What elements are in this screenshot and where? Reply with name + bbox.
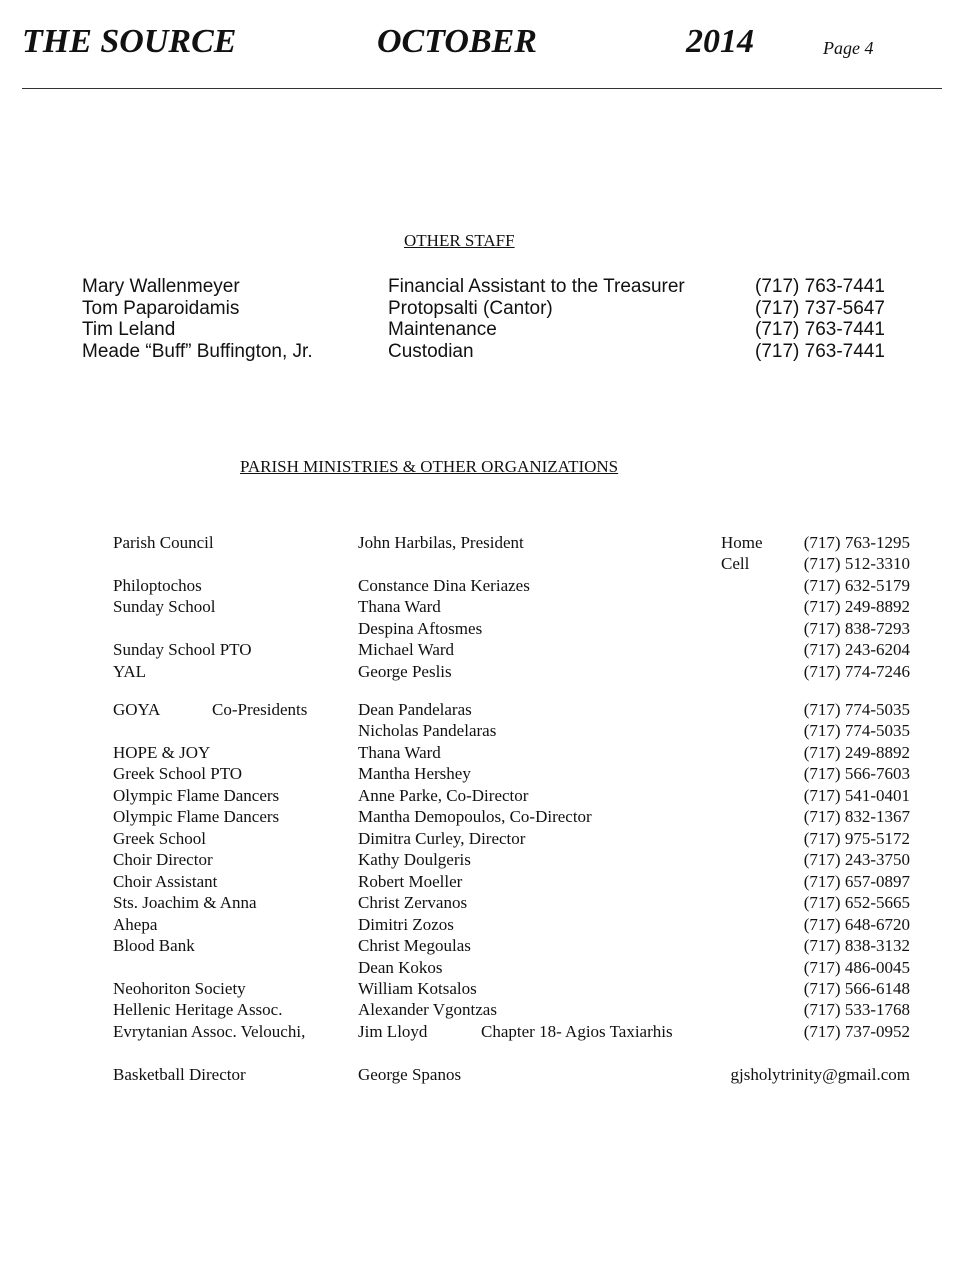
contact-phone: (717) 652-5665 bbox=[803, 893, 910, 912]
organization-row bbox=[0, 661, 960, 683]
contact-name: George Spanos bbox=[358, 1065, 462, 1084]
contact-phone: (717) 541-0401 bbox=[803, 786, 910, 805]
page-header bbox=[22, 18, 942, 66]
organization-row bbox=[0, 742, 960, 764]
organization-name: YAL bbox=[113, 662, 147, 681]
staff-phone: (717) 737-5647 bbox=[755, 298, 885, 319]
contact-name: Dean Pandelaras bbox=[358, 700, 472, 719]
organization-name: Ahepa bbox=[113, 915, 158, 934]
staff-phone: (717) 763-7441 bbox=[755, 341, 885, 362]
organization-name: Parish Council bbox=[113, 533, 214, 552]
contact-name: Dimitra Curley, Director bbox=[358, 829, 526, 848]
contact-phone: (717) 243-6204 bbox=[803, 640, 910, 659]
contact-phone: (717) 249-8892 bbox=[803, 597, 910, 616]
issue-month: OCTOBER bbox=[377, 23, 537, 60]
issue-year: 2014 bbox=[686, 23, 754, 60]
contact-name: Christ Megoulas bbox=[358, 936, 471, 955]
organization-name: Evrytanian Assoc. Velouchi, bbox=[113, 1022, 306, 1041]
phone-type: Home bbox=[721, 533, 763, 552]
organization-name: Choir Assistant bbox=[113, 872, 218, 891]
staff-name: Mary Wallenmeyer bbox=[82, 276, 240, 297]
ministries-heading: PARISH MINISTRIES & OTHER ORGANIZATIONS bbox=[240, 457, 619, 476]
contact-name: Thana Ward bbox=[358, 743, 441, 762]
contact-phone: (717) 566-7603 bbox=[803, 764, 910, 783]
staff-row bbox=[0, 276, 960, 298]
header-divider bbox=[22, 88, 942, 89]
contact-phone: (717) 737-0952 bbox=[803, 1022, 910, 1041]
organization-row bbox=[0, 763, 960, 785]
organization-row bbox=[0, 935, 960, 957]
contact-name: Kathy Doulgeris bbox=[358, 850, 471, 869]
other-staff-heading: OTHER STAFF bbox=[404, 231, 515, 250]
contact-phone: (717) 838-3132 bbox=[803, 936, 910, 955]
organization-name: Philoptochos bbox=[113, 576, 202, 595]
phone-type: Cell bbox=[721, 554, 750, 573]
organization-row bbox=[0, 553, 960, 575]
organization-row bbox=[0, 785, 960, 807]
staff-row bbox=[0, 298, 960, 320]
contact-phone: (717) 774-7246 bbox=[803, 662, 910, 681]
organization-row bbox=[0, 828, 960, 850]
contact-name: Nicholas Pandelaras bbox=[358, 721, 497, 740]
organization-row bbox=[0, 1064, 960, 1086]
organization-name: Sunday School PTO bbox=[113, 640, 252, 659]
contact-name: Dimitri Zozos bbox=[358, 915, 454, 934]
contact-phone: (717) 243-3750 bbox=[803, 850, 910, 869]
contact-name: William Kotsalos bbox=[358, 979, 477, 998]
organization-name: Olympic Flame Dancers bbox=[113, 807, 280, 826]
contact-name: Thana Ward bbox=[358, 597, 441, 616]
organization-row bbox=[0, 1021, 960, 1043]
staff-title: Custodian bbox=[388, 341, 474, 362]
page-number: Page 4 bbox=[823, 38, 874, 58]
organization-row bbox=[0, 978, 960, 1000]
contact-name: George Peslis bbox=[358, 662, 452, 681]
contact-phone: (717) 975-5172 bbox=[803, 829, 910, 848]
contact-name: Robert Moeller bbox=[358, 872, 463, 891]
contact-role: Co-Presidents bbox=[212, 700, 308, 719]
contact-phone: (717) 832-1367 bbox=[803, 807, 910, 826]
contact-phone: (717) 774-5035 bbox=[803, 700, 910, 719]
contact-name: Jim Lloyd bbox=[358, 1022, 428, 1041]
chapter-name: Chapter 18- Agios Taxiarhis bbox=[481, 1022, 673, 1041]
organization-row bbox=[0, 806, 960, 828]
contact-name: Christ Zervanos bbox=[358, 893, 468, 912]
contact-phone: (717) 533-1768 bbox=[803, 1000, 910, 1019]
organization-row bbox=[0, 720, 960, 742]
organization-row bbox=[0, 849, 960, 871]
contact-phone: (717) 838-7293 bbox=[803, 619, 910, 638]
organization-name: Blood Bank bbox=[113, 936, 195, 955]
contact-phone: (717) 774-5035 bbox=[803, 721, 910, 740]
organization-row bbox=[0, 999, 960, 1021]
contact-name: Dean Kokos bbox=[358, 958, 443, 977]
contact-email: gjsholytrinity@gmail.com bbox=[730, 1065, 910, 1084]
contact-name: Mantha Hershey bbox=[358, 764, 471, 783]
organization-name: Olympic Flame Dancers bbox=[113, 786, 280, 805]
organization-name: Greek School PTO bbox=[113, 764, 243, 783]
organization-row bbox=[0, 618, 960, 640]
contact-name: Michael Ward bbox=[358, 640, 455, 659]
contact-phone: (717) 486-0045 bbox=[803, 958, 910, 977]
organization-row bbox=[0, 699, 960, 721]
contact-name: Mantha Demopoulos, Co-Director bbox=[358, 807, 592, 826]
organization-row bbox=[0, 596, 960, 618]
organization-name: HOPE & JOY bbox=[113, 743, 211, 762]
organization-name: GOYA bbox=[113, 700, 161, 719]
organization-name: Greek School bbox=[113, 829, 207, 848]
organization-row bbox=[0, 957, 960, 979]
staff-title: Financial Assistant to the Treasurer bbox=[388, 276, 685, 297]
publication-title: THE SOURCE bbox=[22, 23, 237, 60]
staff-row bbox=[0, 341, 960, 363]
organization-name: Basketball Director bbox=[113, 1065, 246, 1084]
staff-phone: (717) 763-7441 bbox=[755, 319, 885, 340]
organization-row bbox=[0, 892, 960, 914]
organization-row bbox=[0, 914, 960, 936]
staff-row bbox=[0, 319, 960, 341]
contact-name: Anne Parke, Co-Director bbox=[358, 786, 529, 805]
contact-phone: (717) 249-8892 bbox=[803, 743, 910, 762]
organization-row bbox=[0, 575, 960, 597]
contact-name: Despina Aftosmes bbox=[358, 619, 483, 638]
staff-title: Protopsalti (Cantor) bbox=[388, 298, 553, 319]
contact-phone: (717) 512-3310 bbox=[803, 554, 910, 573]
staff-name: Tom Paparoidamis bbox=[82, 298, 240, 319]
organization-name: Hellenic Heritage Assoc. bbox=[113, 1000, 283, 1019]
organization-name: Sunday School bbox=[113, 597, 216, 616]
staff-name: Tim Leland bbox=[82, 319, 176, 340]
organization-name: Neohoriton Society bbox=[113, 979, 246, 998]
contact-phone: (717) 763-1295 bbox=[803, 533, 910, 552]
contact-phone: (717) 632-5179 bbox=[803, 576, 910, 595]
contact-phone: (717) 657-0897 bbox=[803, 872, 910, 891]
contact-name: John Harbilas, President bbox=[358, 533, 524, 552]
organization-row bbox=[0, 639, 960, 661]
staff-name: Meade “Buff” Buffington, Jr. bbox=[82, 341, 313, 362]
contact-name: Constance Dina Keriazes bbox=[358, 576, 530, 595]
organization-name: Sts. Joachim & Anna bbox=[113, 893, 257, 912]
contact-phone: (717) 566-6148 bbox=[803, 979, 910, 998]
contact-name: Alexander Vgontzas bbox=[358, 1000, 497, 1019]
organization-row bbox=[0, 871, 960, 893]
organization-row bbox=[0, 532, 960, 554]
staff-phone: (717) 763-7441 bbox=[755, 276, 885, 297]
staff-title: Maintenance bbox=[388, 319, 497, 340]
organization-name: Choir Director bbox=[113, 850, 213, 869]
contact-phone: (717) 648-6720 bbox=[803, 915, 910, 934]
